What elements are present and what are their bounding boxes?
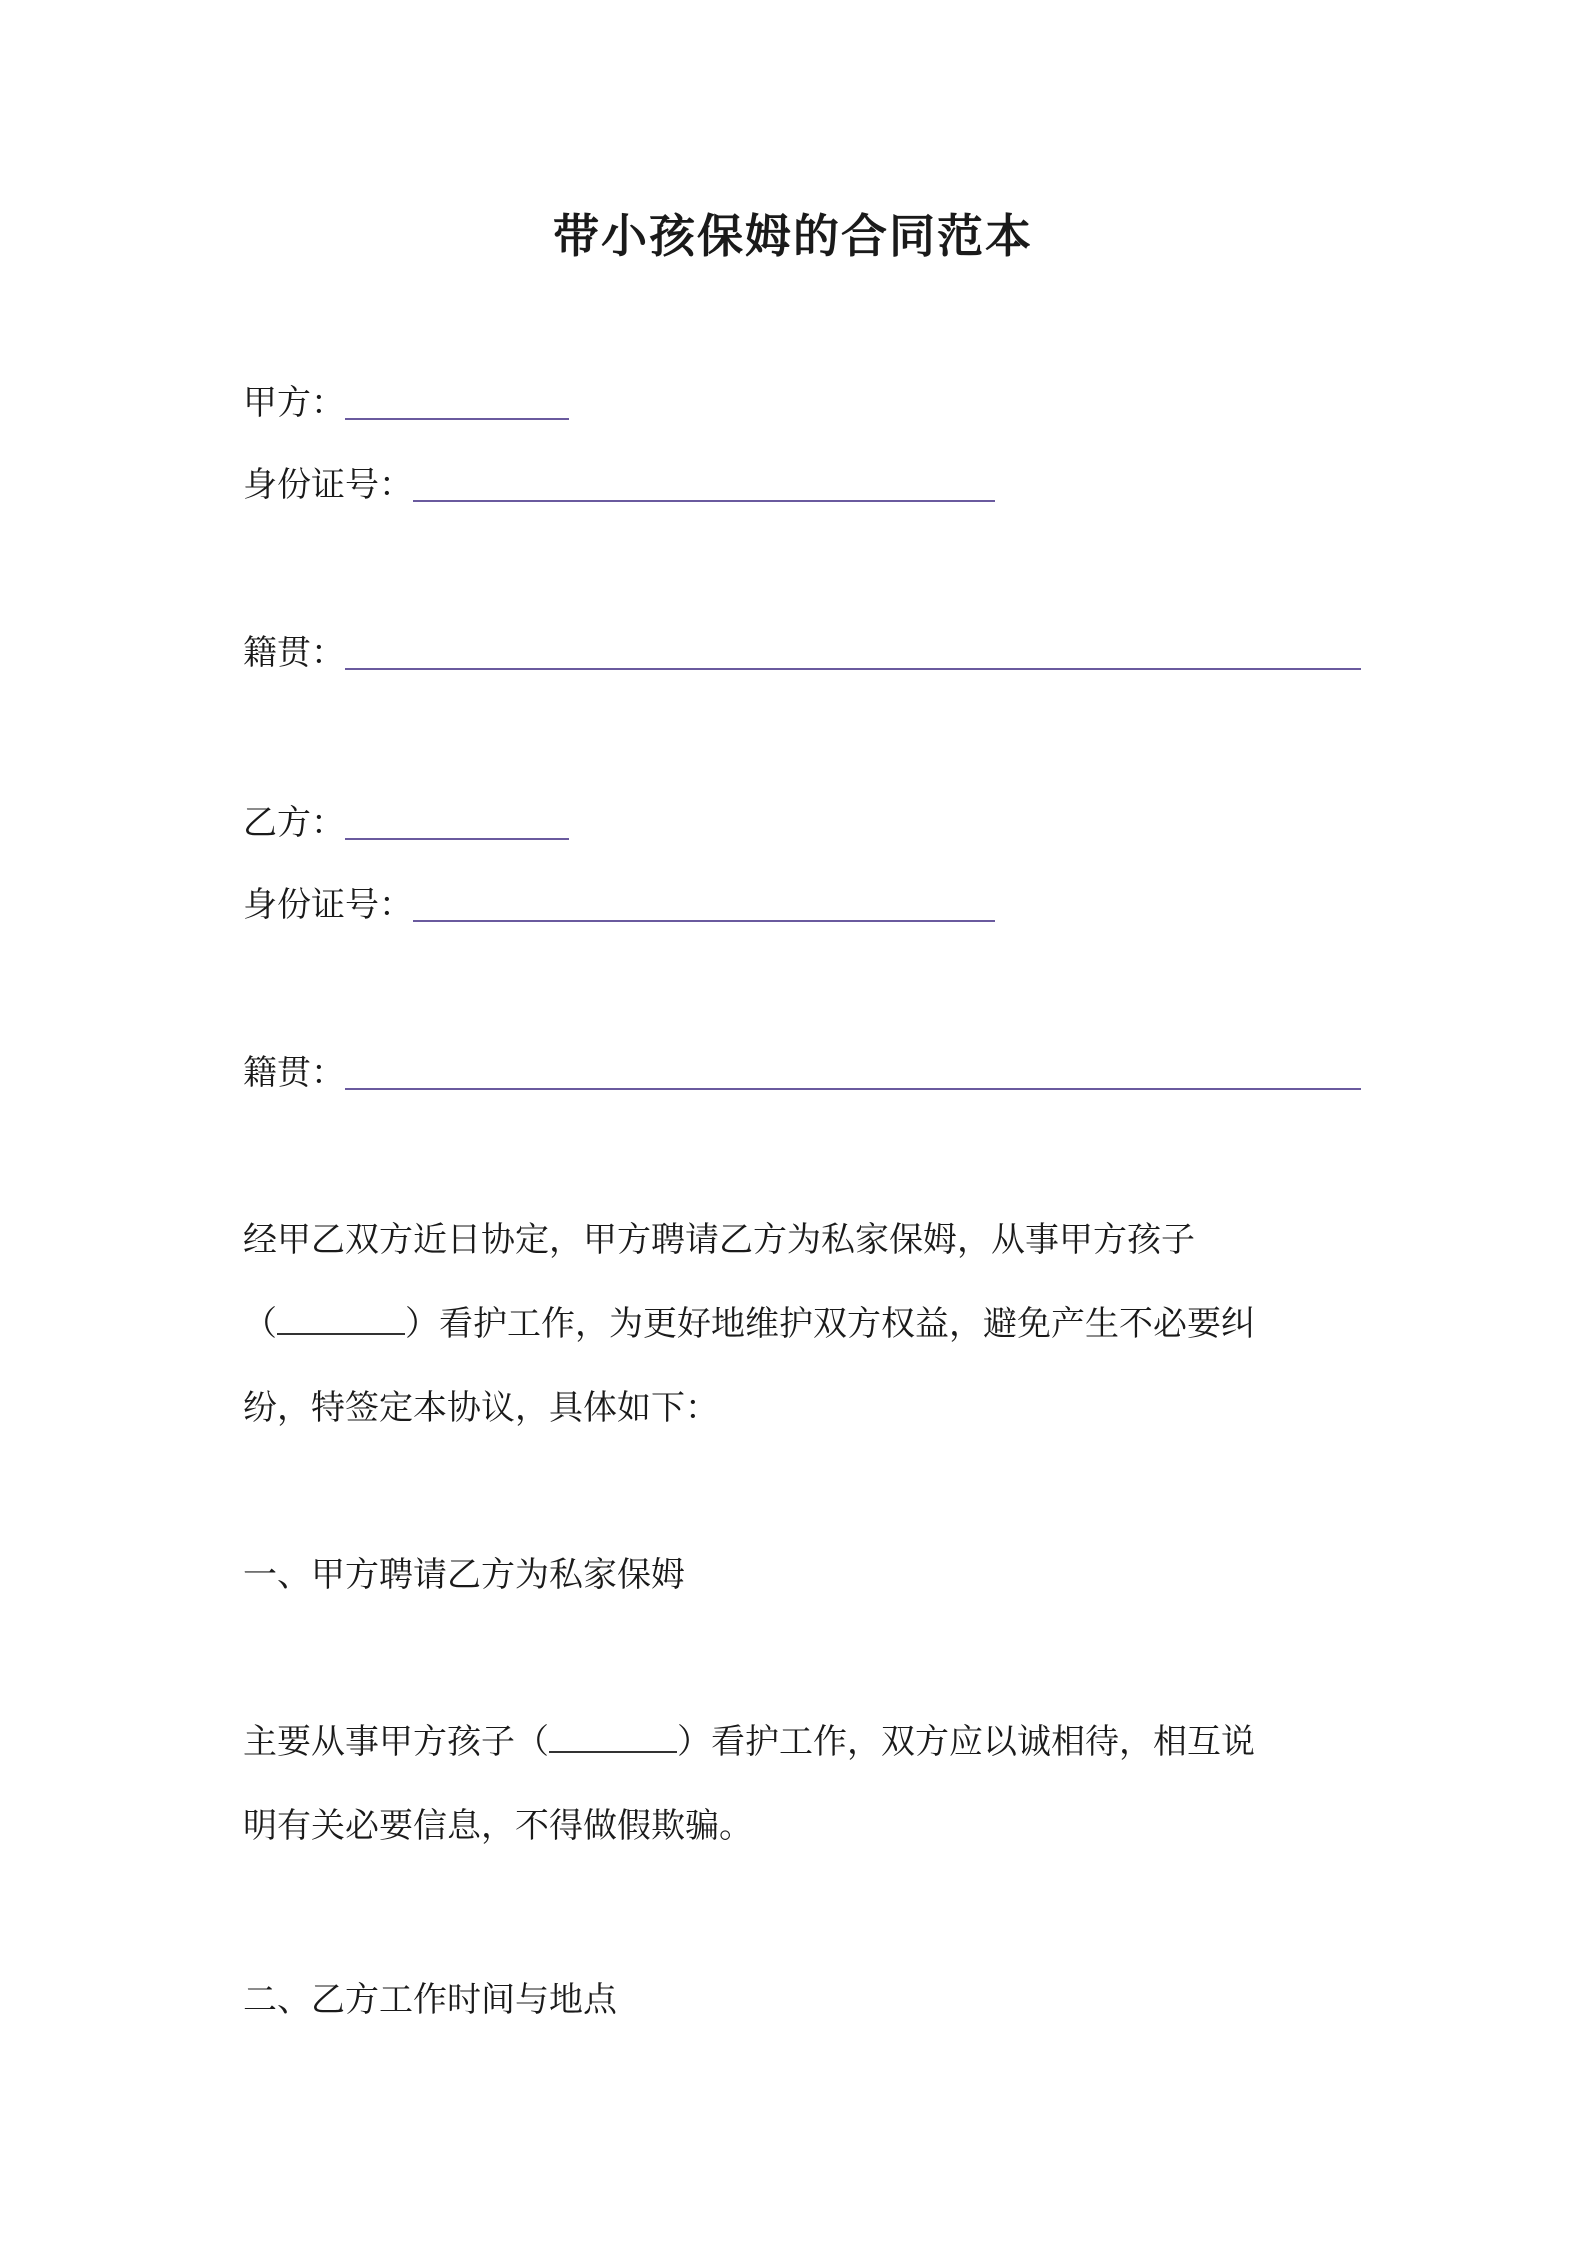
child-name-blank[interactable] (277, 1307, 405, 1335)
section-1-line-1-rest: ）看护工作，双方应以诚相待，相互说 (677, 1722, 1255, 1762)
intro-line-1: 经甲乙双方近日协定，甲方聘请乙方为私家保姆，从事甲方孩子 (243, 1220, 1195, 1260)
party-a-name-label: 甲方： (243, 383, 345, 423)
party-a-id-blank[interactable] (413, 466, 995, 502)
section-1-heading: 一、甲方聘请乙方为私家保姆 (243, 1555, 685, 1595)
intro-line-3: 纷，特签定本协议，具体如下： (243, 1388, 719, 1428)
section-1-line-2: 明有关必要信息，不得做假欺骗。 (243, 1806, 753, 1846)
party-b-name-field (243, 798, 569, 848)
party-b-name-label: 乙方： (243, 803, 345, 843)
party-a-name-blank[interactable] (345, 384, 569, 420)
intro-line-2-text: ）看护工作，为更好地维护双方权益，避免产生不必要纠 (405, 1304, 1255, 1344)
party-b-origin-blank[interactable] (345, 1054, 1361, 1090)
party-a-origin-blank[interactable] (345, 634, 1361, 670)
party-a-origin-field (243, 628, 1361, 678)
party-b-origin-field (243, 1048, 1361, 1098)
party-b-origin-label: 籍贯： (243, 1053, 345, 1093)
section-1-paragraph (243, 1700, 1353, 1868)
document-title: 带小孩保姆的合同范本 (553, 209, 1033, 263)
party-b-id-label: 身份证号： (243, 885, 413, 925)
party-a-id-field (243, 460, 995, 510)
section-1-line-1 (243, 1700, 1353, 1784)
intro-paragraph (243, 1198, 1353, 1450)
section-1-child-blank[interactable] (549, 1725, 677, 1753)
party-b-id-field (243, 880, 995, 930)
party-a-origin-label: 籍贯： (243, 633, 345, 673)
intro-open-paren: （ (243, 1304, 277, 1344)
intro-line-2 (243, 1282, 1353, 1366)
party-b-id-blank[interactable] (413, 886, 995, 922)
section-1-line-1-start: 主要从事甲方孩子（ (243, 1722, 549, 1762)
section-2-heading: 二、乙方工作时间与地点 (243, 1980, 617, 2020)
party-a-id-label: 身份证号： (243, 465, 413, 505)
party-b-name-blank[interactable] (345, 804, 569, 840)
party-a-name-field (243, 378, 569, 428)
